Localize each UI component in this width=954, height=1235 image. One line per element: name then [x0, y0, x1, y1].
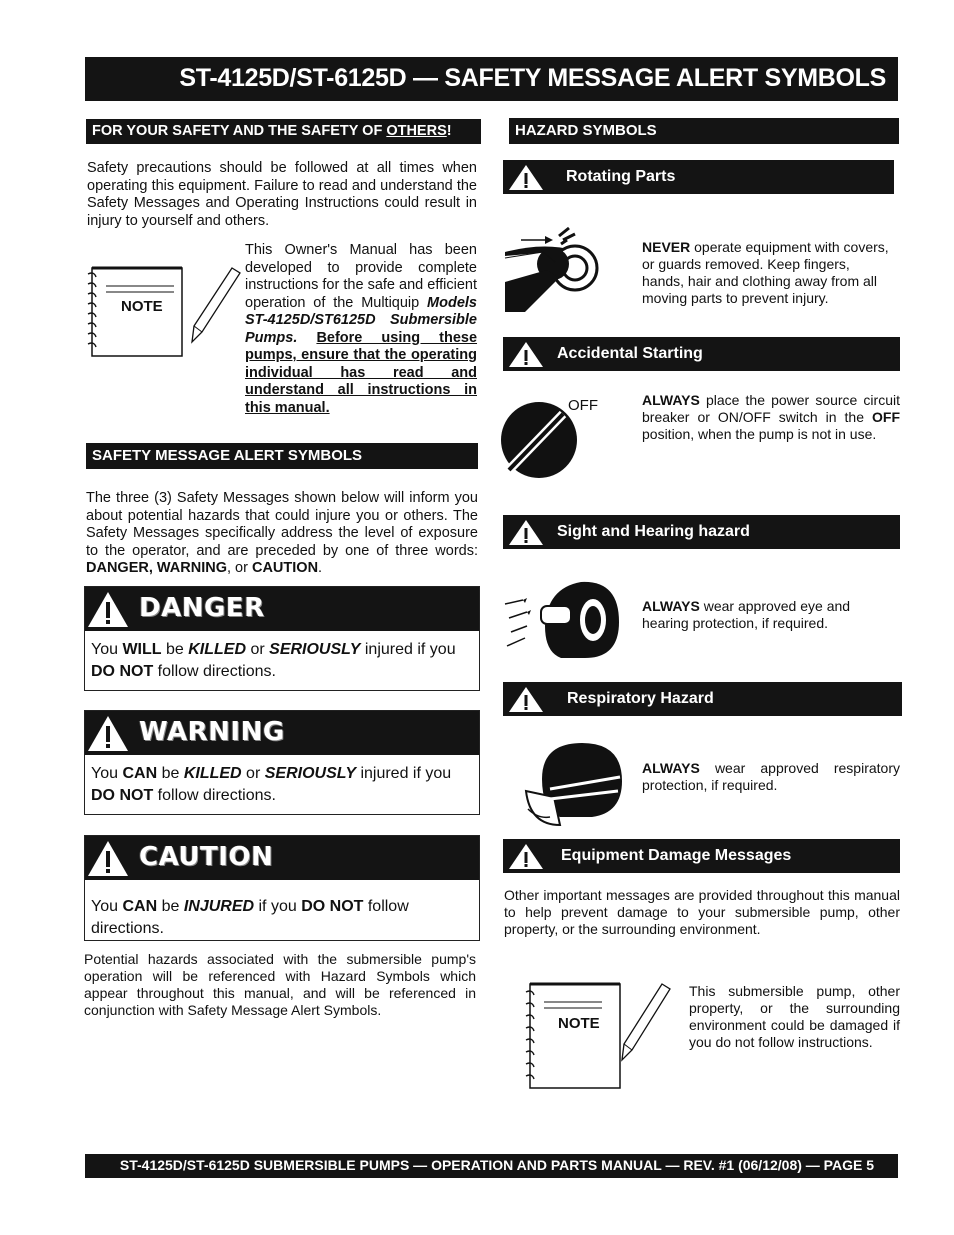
danger-t4: injured if you: [360, 641, 456, 658]
warning-i1: KILLED: [183, 765, 242, 782]
alert-end: .: [318, 560, 323, 576]
warning-triangle-icon: [507, 842, 545, 870]
rotating-parts-label: Rotating Parts: [566, 168, 676, 185]
accidental-off: OFF: [872, 409, 900, 425]
caution-header: [85, 836, 479, 880]
equipment-note-text: This submersible pump, other property, or the surrounding environment could be damaged if you do not follow instructions.: [689, 983, 900, 1050]
respiratory-text-body: wear approved respiratory protection, if required.: [642, 760, 900, 793]
alert-word-danger: DANGER,: [86, 560, 153, 576]
warning-triangle-icon: [507, 518, 545, 546]
rotating-parts-icon: [503, 222, 599, 314]
note-label-right: NOTE: [558, 1015, 600, 1032]
note-notebook-icon: [84, 262, 244, 362]
warning-triangle-icon: [507, 340, 545, 368]
caution-t3: if you: [254, 898, 302, 915]
page-title: ST-4125D/ST-6125D — SAFETY MESSAGE ALERT SYMBOLS: [85, 57, 898, 101]
caution-b2: DO NOT: [301, 898, 364, 915]
warning-b2: DO NOT: [91, 787, 154, 804]
sight-hearing-label: Sight and Hearing hazard: [557, 523, 750, 540]
page-footer: ST-4125D/ST-6125D SUBMERSIBLE PUMPS — OPERATION AND PARTS MANUAL — REV. #1 (06/12/08) — PAGE 5: [85, 1154, 898, 1178]
safety-heading-others: OTHERS: [386, 123, 447, 139]
warning-header: [85, 711, 479, 755]
manual-instructions: Before using these pumps, ensure that the operating individual has read and understand all instructions in this manual.: [245, 329, 478, 416]
respiratory-text: [642, 760, 900, 794]
manual-models: Models ST-4125D/ST6125D Submersible Pumps.: [245, 294, 477, 346]
safety-heading-prefix: FOR YOUR SAFETY AND THE SAFETY OF: [92, 123, 387, 139]
caution-t2: be: [157, 898, 184, 915]
danger-b2: DO NOT: [91, 663, 154, 680]
caution-t1: You: [91, 898, 123, 915]
caution-t4: follow directions.: [91, 898, 409, 937]
danger-t3: or: [246, 641, 270, 658]
alert-paragraph-text: The three (3) Safety Messages shown below will inform you about potential hazards that could injure you or others. The Safety Messages specifically address the level of exposure to the operator, and are preceded by one of three words:: [86, 490, 478, 559]
sight-text: wear approved eye and hearing protection, if required.: [642, 598, 851, 631]
accidental-text1: place the power source circuit breaker or ON/OFF switch in the: [642, 392, 900, 425]
danger-t2: be: [161, 641, 189, 658]
manual-text: This Owner's Manual has been developed to provide complete instructions for the safe and efficient operation of the Multiquip: [245, 242, 477, 311]
danger-box: [84, 586, 480, 691]
note-label: NOTE: [121, 298, 163, 315]
alert-sep: , or: [227, 560, 252, 576]
warning-t2: be: [157, 765, 184, 782]
caution-text: [85, 880, 479, 948]
danger-i1: KILLED: [188, 641, 247, 658]
danger-header: [85, 587, 479, 631]
closing-paragraph: Potential hazards associated with the submersible pump's operation will be referenced with Hazard Symbols which appear throughout this manual, and will be referenced in conjunction with Safety Message Alert Symbols.: [84, 951, 476, 1018]
respirator-mask-icon: [520, 739, 626, 829]
rotating-parts-text: [642, 239, 894, 307]
accidental-bold: ALWAYS: [642, 392, 700, 408]
safety-heading-suffix: !: [446, 123, 452, 139]
warning-b1: CAN: [122, 765, 158, 782]
equipment-damage-label: Equipment Damage Messages: [561, 847, 792, 864]
warning-t4: injured if you: [356, 765, 452, 782]
manual-paragraph: [245, 242, 477, 417]
accidental-starting-text: [642, 392, 900, 443]
sight-bold: ALWAYS: [642, 598, 700, 614]
warning-triangle-icon: [507, 685, 545, 713]
note-notebook-icon: [522, 980, 682, 1090]
equipment-damage-paragraph: Other important messages are provided throughout this manual to help prevent damage to your submersible pump, other property, or the surrounding environment.: [504, 887, 900, 937]
rotating-parts-bar: [503, 160, 894, 194]
warning-triangle-icon: [85, 711, 131, 755]
warning-t5: follow directions.: [153, 787, 276, 804]
danger-title: DANGER: [139, 593, 265, 623]
alert-word-caution: CAUTION: [251, 560, 319, 576]
respiratory-bold: ALWAYS: [642, 760, 700, 776]
intro-paragraph: Safety precautions should be followed at all times when operating this equipment. Failure to read and understand the Safety Messages and Operating Instructions could result in injury to yourself and others.: [87, 160, 477, 229]
warning-box: [84, 710, 480, 815]
warning-i2: SERIOUSLY: [264, 765, 356, 782]
warning-triangle-icon: [85, 836, 131, 880]
caution-i1: INJURED: [183, 898, 255, 915]
rotating-bold: NEVER: [642, 239, 691, 255]
respiratory-bar: [503, 682, 902, 716]
danger-text: [85, 631, 479, 691]
sight-hearing-bar: [503, 515, 900, 549]
alert-paragraph: [86, 490, 478, 578]
caution-b1: CAN: [122, 898, 158, 915]
accidental-starting-bar: [503, 337, 900, 371]
warning-triangle-icon: [85, 587, 131, 631]
warning-title: WARNING: [139, 717, 285, 747]
eye-ear-protection-icon: [501, 578, 625, 660]
accidental-starting-label: Accidental Starting: [557, 345, 703, 362]
off-label: OFF: [568, 397, 598, 414]
caution-title: CAUTION: [139, 842, 274, 872]
sight-hearing-text: [642, 598, 862, 632]
accidental-text2: position, when the pump is not in use.: [642, 426, 877, 442]
warning-t3: or: [241, 765, 265, 782]
alert-heading: SAFETY MESSAGE ALERT SYMBOLS: [86, 443, 478, 469]
respiratory-label: Respiratory Hazard: [567, 690, 714, 707]
danger-b1: WILL: [122, 641, 162, 658]
warning-text: [85, 755, 479, 815]
danger-i2: SERIOUSLY: [269, 641, 361, 658]
danger-t5: follow directions.: [153, 663, 276, 680]
danger-t1: You: [91, 641, 123, 658]
alert-word-warning: WARNING: [156, 560, 227, 576]
warning-t1: You: [91, 765, 123, 782]
warning-triangle-icon: [507, 163, 545, 191]
hazard-heading: HAZARD SYMBOLS: [509, 118, 899, 144]
rotating-text: operate equipment with covers, or guards removed. Keep fingers, hands, hair and clothing away from all moving parts to prevent injury.: [642, 239, 889, 306]
safety-heading: [86, 119, 481, 144]
caution-box: [84, 835, 480, 941]
equipment-damage-bar: [503, 839, 900, 873]
